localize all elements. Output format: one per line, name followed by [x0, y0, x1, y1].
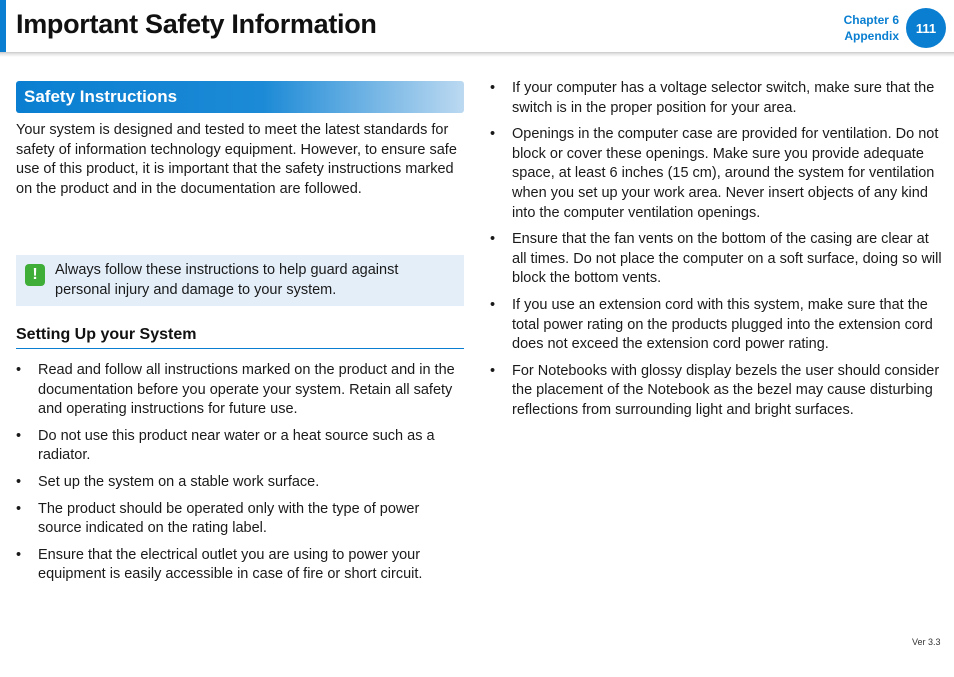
list-item — [16, 361, 466, 420]
header-accent-bar — [0, 0, 6, 52]
bullet-icon: • — [16, 362, 22, 378]
list-item — [490, 362, 942, 421]
bullet-icon: • — [490, 362, 496, 379]
subsection-title: Setting Up your System — [16, 326, 464, 349]
bullet-icon: • — [490, 296, 496, 313]
list-item-text: Openings in the computer case are provided for ventilation. Do not block or cover these openings. Make sure you provide adequate space, at least 6 inches (15 cm), around the system for ventilation when you set up your work area. Never insert objects of any kind into the computer ventilation openings. — [512, 126, 939, 221]
list-item-text: If you use an extension cord with this system, make sure that the total power rating on the products plugged into the extension cord does not exceed the extension cord power rating. — [512, 296, 933, 353]
version-label: Ver 3.3 — [912, 637, 941, 647]
bullet-icon: • — [16, 427, 22, 444]
caution-note-text: Always follow these instructions to help guard against personal injury and damage to your system. — [55, 262, 399, 298]
list-item — [490, 230, 942, 289]
list-item — [16, 427, 466, 466]
list-item-text: The product should be operated only with the type of power source indicated on the rating label. — [38, 500, 420, 537]
list-item — [16, 473, 466, 493]
intro-paragraph: Your system is designed and tested to meet the latest standards for safety of information technology equipment. However, to ensure safe use of this product, it is important that the safety instructions marked on the product and in the documentation are followed. — [16, 122, 457, 197]
bullet-icon: • — [16, 473, 22, 490]
exclamation-icon: ! — [25, 264, 45, 286]
section-header-bar — [16, 81, 464, 113]
header-divider — [0, 52, 954, 57]
page-title: Important Safety Information — [16, 9, 377, 39]
page-number-badge: 111 — [906, 8, 946, 48]
caution-note — [16, 255, 464, 306]
list-item — [490, 125, 942, 223]
setup-bullet-list — [16, 361, 466, 592]
list-item — [490, 296, 942, 355]
list-item — [16, 546, 466, 585]
chapter-section-label: Appendix — [844, 29, 899, 43]
list-item-text: Do not use this product near water or a heat source such as a radiator. — [38, 427, 435, 464]
bullet-icon: • — [490, 80, 496, 96]
bullet-icon: • — [490, 126, 496, 143]
list-item — [490, 79, 942, 118]
list-item-text: Ensure that the fan vents on the bottom of the casing are clear at all times. Do not place the computer on a soft surface, doing so will block the bottom vents. — [512, 231, 942, 287]
ventilation-bullet-list — [490, 79, 942, 428]
section-title: Safety Instructions — [24, 87, 178, 106]
bullet-icon: • — [490, 231, 496, 248]
chapter-indicator — [844, 12, 899, 44]
bullet-icon: • — [16, 546, 22, 563]
list-item-text: Set up the system on a stable work surface. — [38, 473, 320, 490]
list-item-text: For Notebooks with glossy display bezels the user should consider the placement of the Notebook as the bezel may cause disturbing reflections from surrounding light and bright surfaces. — [512, 362, 940, 418]
list-item-text: If your computer has a voltage selector switch, make sure that the switch is in the proper position for your area. — [512, 80, 935, 116]
list-item — [16, 500, 466, 539]
list-item-text: Read and follow all instructions marked on the product and in the documentation before you operate your system. Retain all safety and operating instructions for future use. — [38, 362, 455, 418]
bullet-icon: • — [16, 500, 22, 517]
list-item-text: Ensure that the electrical outlet you are using to power your equipment is easily accessible in case of fire or short circuit. — [38, 546, 423, 583]
chapter-label: Chapter 6 — [843, 13, 899, 27]
